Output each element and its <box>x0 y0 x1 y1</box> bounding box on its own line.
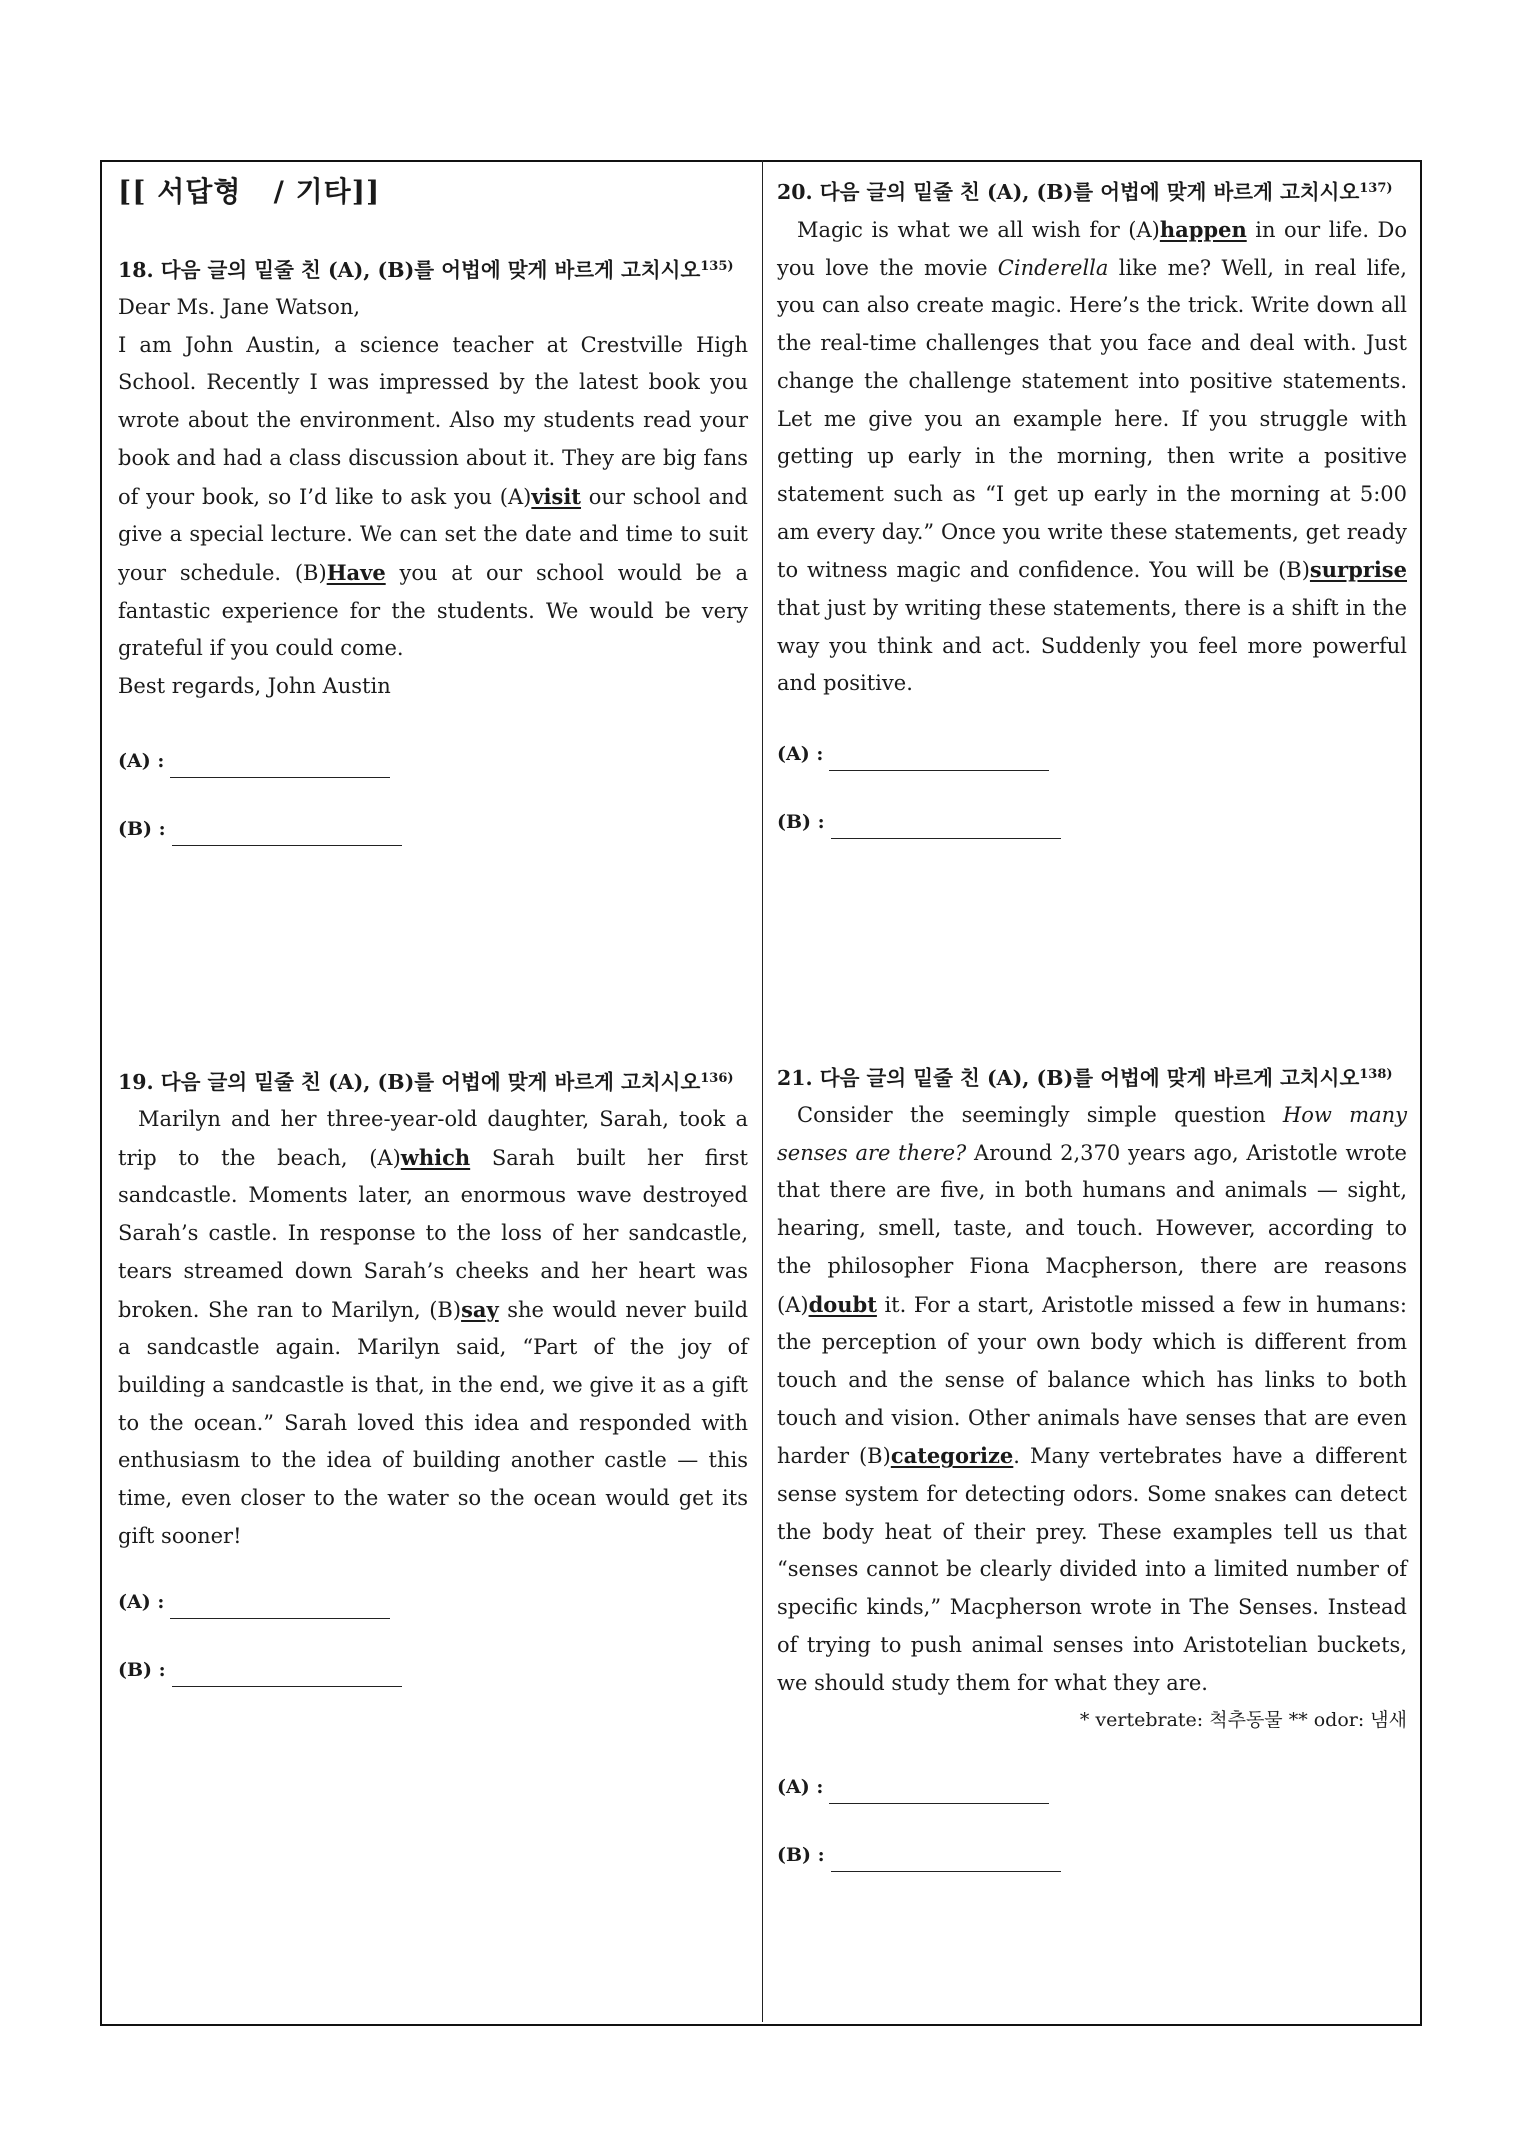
underlined-b: surprise <box>1309 557 1407 583</box>
answer-a-row <box>118 1585 748 1619</box>
underlined-a: visit <box>531 483 582 509</box>
answer-b-row <box>777 1838 1407 1872</box>
answer-a-field[interactable] <box>829 1777 1049 1804</box>
column-divider <box>762 160 763 2022</box>
answer-b-label: (B) : <box>777 1843 825 1866</box>
answer-block <box>777 737 1407 839</box>
answer-b-field[interactable] <box>172 1660 402 1687</box>
movie-title: Cinderella <box>997 255 1109 280</box>
footnote-number: 137) <box>1359 181 1393 196</box>
question-title-text: 21. 다음 글의 밑줄 친 (A), (B)를 어법에 맞게 바르게 고치시오 <box>777 1066 1360 1090</box>
passage-text: Magic is what we all wish for (A) <box>797 218 1160 242</box>
question-21 <box>777 1056 1407 1872</box>
passage-text: like me? Well, in real life, you can also create magic. Here’s the trick. Write down all the real-time challenges that you face and deal with. Just change the challenge statement into positive statements. Let me give you an example here. If you struggle with getting up early in the morning, then write a positive statement such as “I get up early in the morning at 5:00 am every day.” Once you write these statements, get ready to witness magic and confidence. You will be (B) <box>777 255 1407 583</box>
answer-a-row <box>777 737 1407 771</box>
passage-closing: Best regards, John Austin <box>118 674 391 699</box>
passage-text: our school and give a special lecture. We can set the date and time to suit your schedule. (B) <box>118 484 748 585</box>
passage-body <box>777 211 1407 703</box>
answer-b-label: (B) : <box>118 817 166 840</box>
question-18-title <box>118 248 748 289</box>
question-21-title <box>777 1056 1407 1097</box>
answer-b-label: (B) : <box>777 811 825 834</box>
passage-text: Consider the seemingly simple question <box>797 1103 1283 1127</box>
passage-text: it. For a start, Aristotle missed a few in humans: the perception of your own body which is different from touch and the sense of balance which has links to both touch and vision. Other animals have senses that are even harder (B) <box>777 1292 1407 1469</box>
passage-body <box>118 327 748 668</box>
question-19 <box>118 1060 748 1687</box>
passage-text: I am John Austin, a science teacher at Crestville High School. Recently I was impressed by the latest book you wrote about the environment. Also my students read your book and had a class discussion about it. They are big fans of your book, so I’d like to ask you (A) <box>118 332 748 509</box>
footnote-number: 138) <box>1359 1067 1393 1082</box>
passage-text: Sarah built her first sandcastle. Moments later, an enormous wave destroyed Sarah’s castle. In response to the loss of her sandcastle, tears streamed down Sarah’s cheeks and her heart was broken. She ran to Marilyn, (B) <box>118 1145 748 1322</box>
answer-a-row <box>777 1770 1407 1804</box>
underlined-a: happen <box>1159 217 1247 242</box>
answer-a-field[interactable] <box>829 744 1049 771</box>
footnote-number: 136) <box>700 1071 734 1086</box>
underlined-b: Have <box>326 559 386 585</box>
passage-text: you at our school would be a fantastic experience for the students. We would be very grateful if you could come. <box>118 560 748 661</box>
answer-b-row <box>777 805 1407 839</box>
passage-text: Around 2,370 years ago, Aristotle wrote that there are five, in both humans and animals — sight, hearing, smell, taste, and touch. However, according to the philosopher Fiona Macpherson, there are reasons (A) <box>777 1140 1407 1317</box>
question-20 <box>777 170 1407 839</box>
underlined-b: categorize <box>890 1443 1014 1469</box>
passage-text: in our life. Do you love the movie <box>777 218 1408 280</box>
answer-block <box>777 1770 1407 1872</box>
answer-b-row <box>118 812 748 846</box>
answer-b-label: (B) : <box>118 1659 166 1682</box>
question-title-text: 18. 다음 글의 밑줄 친 (A), (B)를 어법에 맞게 바르게 고치시오 <box>118 258 701 282</box>
answer-b-field[interactable] <box>172 819 402 846</box>
passage-body <box>118 1101 748 1555</box>
question-title-text: 20. 다음 글의 밑줄 친 (A), (B)를 어법에 맞게 바르게 고치시오 <box>777 180 1360 204</box>
vocab-note: * vertebrate: 척추동물 ** odor: 냄새 <box>1079 1709 1407 1732</box>
answer-block <box>118 1585 748 1687</box>
answer-a-label: (A) : <box>777 743 824 766</box>
question-20-title <box>777 170 1407 211</box>
underlined-a: doubt <box>808 1291 877 1317</box>
answer-a-label: (A) : <box>777 1775 824 1798</box>
footnote-number: 135) <box>700 259 734 274</box>
italic-question: How many senses are there? <box>777 1103 1407 1165</box>
question-19-title <box>118 1060 748 1101</box>
answer-a-row <box>118 744 748 778</box>
passage-body <box>777 1097 1407 1702</box>
passage-text: she would never build a sandcastle again. Marilyn said, “Part of the joy of building a sandcastle is that, in the end, we give it as a gift to the ocean.” Sarah loved this idea and responded with enthusiasm to the idea of building another castle — this time, even closer to the water so the ocean would get its gift sooner! <box>118 1297 749 1548</box>
question-title-text: 19. 다음 글의 밑줄 친 (A), (B)를 어법에 맞게 바르게 고치시오 <box>118 1070 701 1094</box>
passage-text: Marilyn and her three-year-old daughter, Sarah, took a trip to the beach, (A) <box>118 1107 748 1170</box>
question-18 <box>118 248 748 846</box>
answer-a-field[interactable] <box>170 751 390 778</box>
passage-greeting: Dear Ms. Jane Watson, <box>118 295 361 319</box>
underlined-b: say <box>461 1296 499 1322</box>
section-header: [[ 서답형 / 기타]] <box>118 175 381 208</box>
underlined-a: which <box>400 1144 471 1170</box>
answer-a-field[interactable] <box>170 1592 390 1619</box>
passage-text: . Many vertebrates have a different sense system for detecting odors. Some snakes can detect the body heat of their prey. These examples tell us that “senses cannot be clearly divided into a limited number of specific kinds,” Macpherson wrote in The Senses. Instead of trying to push animal senses into Aristotelian buckets, we should study them for what they are. <box>777 1444 1407 1695</box>
passage-text: that just by writing these statements, there is a shift in the way you think and act. Suddenly you feel more powerful and positive. <box>777 596 1407 696</box>
answer-block <box>118 744 748 846</box>
answer-b-field[interactable] <box>831 1845 1061 1872</box>
answer-a-label: (A) : <box>118 749 165 772</box>
answer-b-row <box>118 1653 748 1687</box>
answer-a-label: (A) : <box>118 1591 165 1614</box>
answer-b-field[interactable] <box>831 812 1061 839</box>
